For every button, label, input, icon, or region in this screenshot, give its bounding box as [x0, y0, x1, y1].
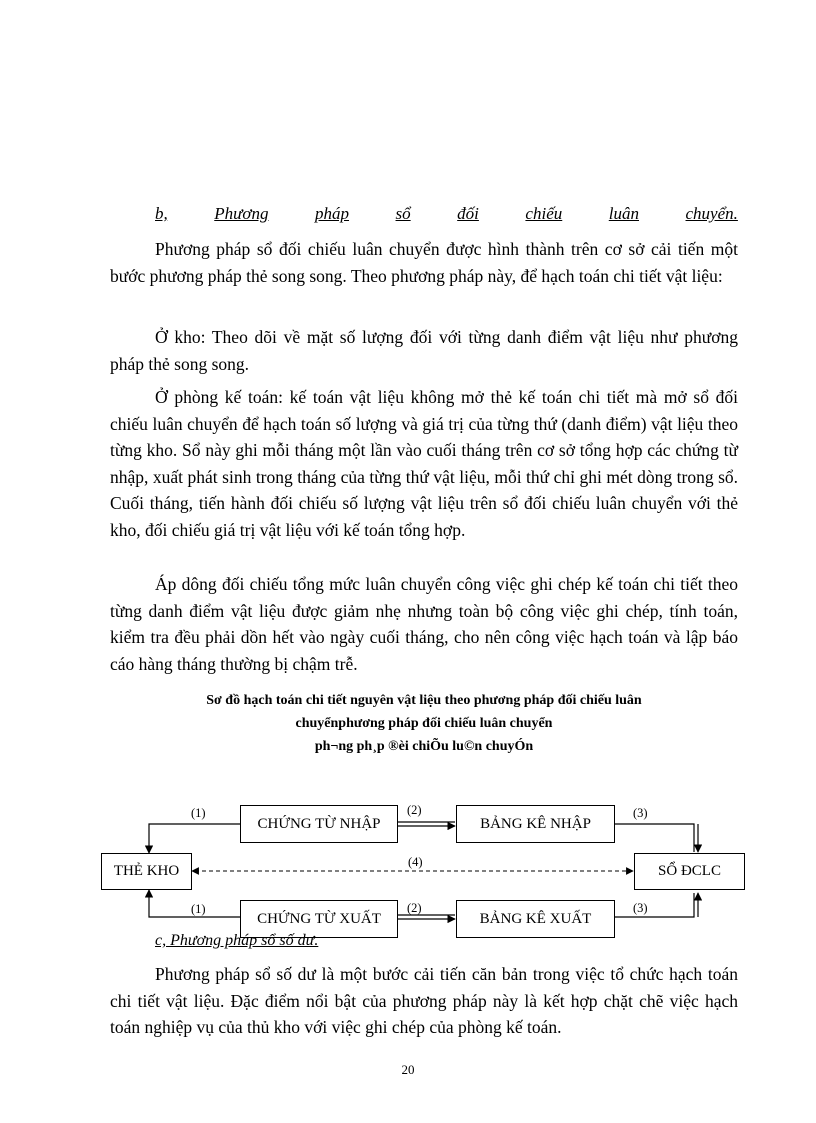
- heading-word: Phương: [214, 204, 269, 223]
- label-1-top: (1): [191, 806, 206, 820]
- diagram-title-line: Sơ đồ hạch toán chi tiết nguyên vật liệu theo phương pháp đối chiếu luân: [206, 693, 642, 708]
- box-bang-ke-xuat: BẢNG KÊ XUẤT: [456, 900, 615, 938]
- box-chung-tu-xuat: CHỨNG TỪ XUẤT: [240, 900, 398, 938]
- heading-word: sổ: [395, 204, 411, 223]
- arrow-1-top: [149, 824, 240, 853]
- heading-word: chuyển.: [685, 204, 738, 223]
- box-chung-tu-nhap: CHỨNG TỪ NHẬP: [240, 805, 398, 843]
- label-1-bottom: (1): [191, 902, 206, 916]
- label-3-top: (3): [633, 806, 648, 820]
- box-the-kho: THẺ KHO: [101, 853, 192, 890]
- diagram-title-line: ph¬ng ph¸p ®èi chiÕu lu©n chuyÓn: [314, 739, 534, 754]
- paragraph: Ở phòng kế toán: kế toán vật liệu không mở thẻ kế toán chi tiết mà mở sổ đối chiếu luân chuyển để hạch toán số lượng và giá trị của từng thứ (danh điểm) vật liệu theo từng kho. Sổ này ghi mỗi tháng một lần vào cuối tháng trên cơ sở tổng hợp các chứng từ nhập, xuất phát sinh trong tháng của từng thứ vật liệu, mỗi thứ chỉ ghi mét dòng trong sổ. Cuối tháng, tiến hành đối chiếu số lượng vật liệu trên sổ đối chiếu luân chuyển với thẻ kho, đối chiếu giá trị vật liệu với kế toán tổng hợp.: [110, 387, 738, 540]
- label-2-bottom: (2): [407, 901, 422, 915]
- page-number: 20: [401, 1062, 415, 1077]
- heading-word: luân: [608, 204, 639, 223]
- label-3-bottom: (3): [633, 901, 648, 915]
- arrow-3-top: [615, 824, 694, 852]
- heading-word: pháp: [315, 204, 350, 223]
- arrow-3-bottom: [615, 893, 694, 917]
- label-4: (4): [408, 855, 423, 869]
- label-2-top: (2): [407, 803, 422, 817]
- heading-word: chiếu: [525, 204, 563, 223]
- box-so-dclc: SỔ ĐCLC: [634, 853, 745, 890]
- box-bang-ke-nhap: BẢNG KÊ NHẬP: [456, 805, 615, 843]
- paragraph: Phương pháp sổ đối chiếu luân chuyển được hình thành trên cơ sở cải tiến một bước phương pháp thẻ song song. Theo phương pháp này, để hạch toán chi tiết vật liệu:: [110, 239, 738, 286]
- heading-word: đối: [457, 204, 479, 223]
- heading-word: b,: [155, 204, 168, 223]
- paragraph: Phương pháp sổ số dư là một bước cải tiến căn bản trong việc tổ chức hạch toán chi tiết vật liệu. Đặc điểm nổi bật của phương pháp này là kết hợp chặt chẽ việc hạch toán nghiệp vụ của thủ kho với việc ghi chép của phòng kế toán.: [110, 964, 738, 1037]
- paragraph: Ở kho: Theo dõi về mặt số lượng đối với từng danh điểm vật liệu như phương pháp thẻ song song.: [110, 327, 738, 374]
- diagram-title-line: chuyểnphương pháp đối chiếu luân chuyển: [295, 716, 553, 731]
- paragraph: Áp dông đối chiếu tổng mức luân chuyển công việc ghi chép kế toán chi tiết theo từng danh điểm vật liệu được giảm nhẹ nhưng toàn bộ công việc ghi chép, tính toán, kiểm tra đều phải dồn hết vào ngày cuối tháng, cho nên công việc hạch toán và lập báo cáo hàng tháng thường bị chậm trễ.: [110, 574, 738, 674]
- section-c-heading: c, Phương pháp sổ số dư.: [155, 932, 319, 949]
